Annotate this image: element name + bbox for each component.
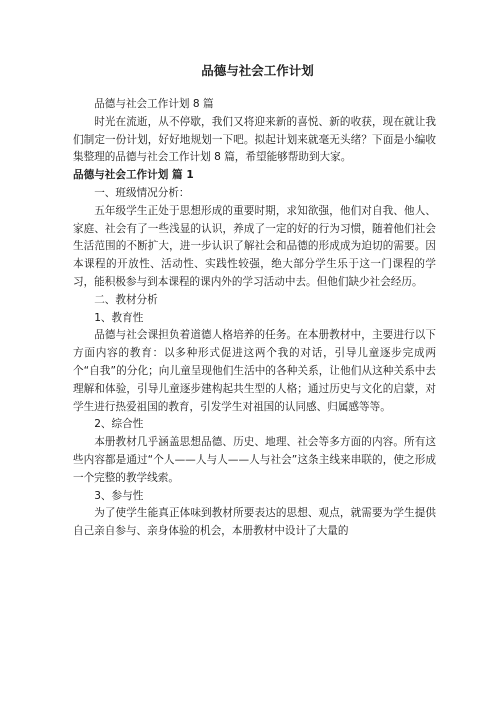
intro-paragraph: 时光在流逝，从不停歇，我们又将迎来新的喜悦、新的收获，现在就让我们制定一份计划，好好地规划一下吧。拟起计划来就毫无头绪？下面是小编收集整理的品德与社会工作计划 8 篇，希望能够帮助到大家。 [73, 115, 436, 164]
paragraph-class-analysis: 五年级学生正处于思想形成的重要时期，求知欲强，他们对自我、他人、家庭、社会有了一些浅显的认识，养成了一定的好的行为习惯，随着他们社会生活范围的不断扩大，进一步认识了解社会和品德的形成成为迫切的需要。因本课程的开放性、活动性、实践性较强，绝大部分学生乐于这一门课程的学习，能积极参与到本课程的课内外的学习活动中去。但他们缺少社会经历。 [73, 204, 436, 288]
heading-comprehensive: 2、综合性 [94, 418, 144, 431]
intro-subtitle: 品德与社会工作计划 8 篇 [94, 98, 214, 110]
paragraph-comprehensive: 本册教材几乎涵盖思想品德、历史、地理、社会等多方面的内容。所有这些内容都是通过“个人——人与人——人与社会”这条主线来串联的，使之形成一个完整的教学线索。 [73, 436, 436, 484]
heading-class-analysis: 一、班级情况分析： [94, 186, 190, 199]
heading-participation: 3、参与性 [94, 489, 144, 502]
paragraph-participation: 为了使学生能真正体味到教材所要表达的思想、观点，就需要为学生提供自己亲自参与、亲身体验的机会，本册教材中设计了大量的 [73, 507, 436, 538]
paragraph-educational: 品德与社会课担负着道德人格培养的任务。在本册教材中，主要进行以下方面内容的教育：以多种形式促进这两个我的对话，引导儿童逐步完成两个“自我”的分化；向儿童呈现他们生活中的各种关系，让他们从这种关系中去理解和体验，引导儿童逐步建构起共生型的人格；通过历史与文化的启蒙，对学生进行热爱祖国的教育，引发学生对祖国的认同感、归属感等等。 [73, 329, 436, 413]
heading-textbook-analysis: 二、教材分析 [94, 293, 158, 306]
section-heading: 品德与社会工作计划 篇 1 [73, 169, 194, 182]
heading-educational: 1、教育性 [94, 311, 144, 324]
document-title: 品德与社会工作计划 [201, 63, 314, 78]
